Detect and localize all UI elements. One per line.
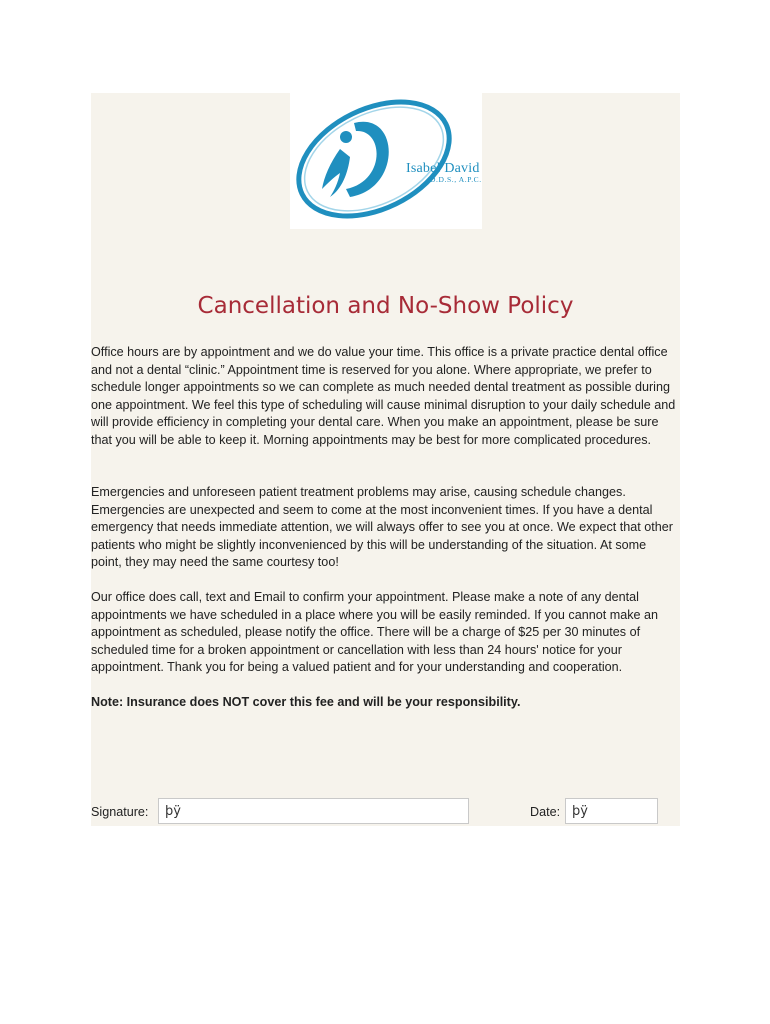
policy-paragraph: Office hours are by appointment and we do value your time. This office is a private practice dental office and not a dental “clinic.” Appointment time is reserved for you alone. Where appropriate, we prefer to schedule longer appointments so we can complete as much needed dental treatment as possible during one appointment. We feel this type of scheduling will cause minimal disruption to your daily schedule and will provide efficiency in completing your dental care. When you make an appointment, please be sure that you will be able to keep it. Morning appointments may be best for more complicated procedures. — [91, 345, 676, 447]
date-label: Date: — [530, 805, 561, 819]
policy-paragraph: Our office does call, text and Email to confirm your appointment. Please make a note of any dental appointments we have scheduled in a place where you will be easily reminded. If you cannot make an appointment as scheduled, please notify the office. There will be a charge of $25 per 30 minutes of scheduled time for a broken appointment or cancellation with less than 24 hours' notice for your appointment. Thank you for being a valued patient and for your understanding and cooperation. — [91, 590, 659, 674]
logo-credentials: D.D.S., A.P.C. — [430, 175, 482, 184]
page-title: Cancellation and No-Show Policy — [197, 293, 574, 319]
policy-paragraph: Emergencies and unforeseen patient treatment problems may arise, causing schedule changes. Emergencies are unexpected and seem to come at the most inconvenient times. If you have a dental emergency that needs immediate attention, we will always offer to see you at once. We expect that other patients who might be slightly inconvenienced by this will be understanding of the situation. At some point, they may need the same courtesy too! — [91, 485, 673, 569]
insurance-note: Note: Insurance does NOT cover this fee and will be your responsibility. — [91, 695, 521, 709]
document-page — [91, 93, 680, 826]
logo-practice-name: Isabel David — [406, 161, 480, 176]
signature-label: Signature: — [91, 805, 149, 819]
practice-logo — [290, 93, 482, 229]
signature-field[interactable]: þÿ — [158, 798, 469, 824]
date-field[interactable]: þÿ — [565, 798, 658, 824]
